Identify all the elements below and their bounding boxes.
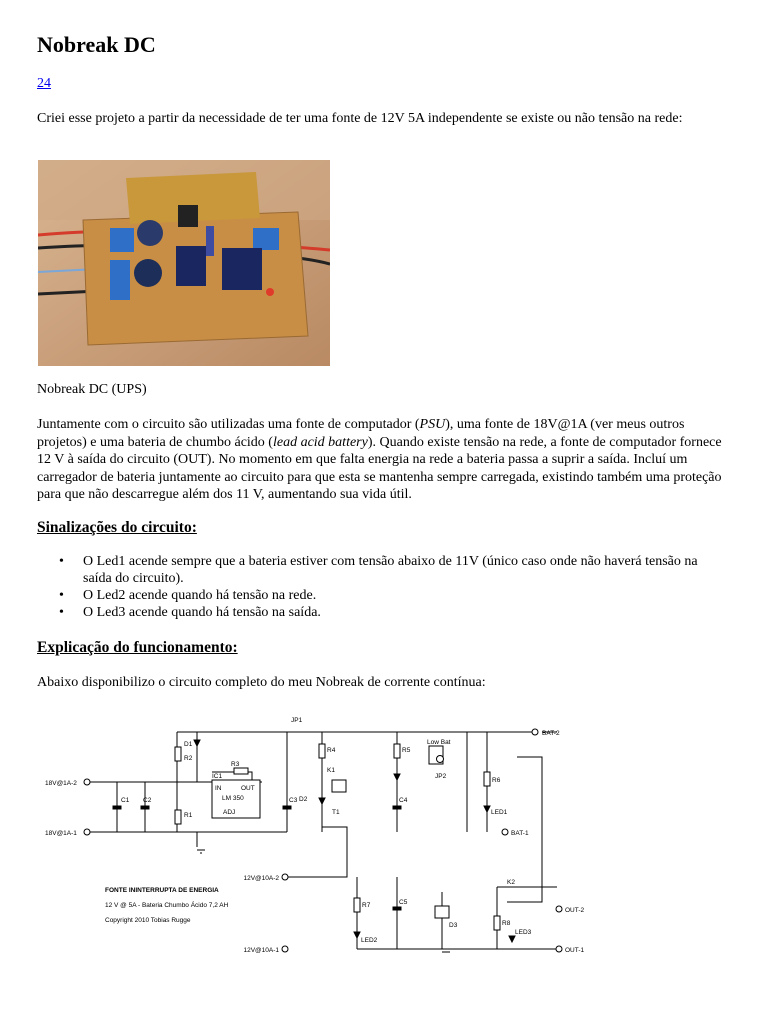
label-out-top: OUT-2 [565, 907, 585, 914]
label-ic-pin-in: IN [215, 785, 222, 792]
label-d1: D1 [184, 741, 193, 748]
body-text-3: ). Quando existe tensão na rede, a fonte de computador fornece 12 V à saída do circuito (OUT). No momento em que falta energia na rede a bateria passa a suprir a saída. Incluí um carregador de bateria juntamente ao circuito para que esta se mantenha sempre carregada, existindo também uma proteção para que não descarregue além dos 11 V, aumentando sua vida útil. [37, 434, 722, 502]
page-number-link[interactable]: 24 [37, 76, 51, 91]
label-in2-bottom: 12V@10A-1 [243, 947, 279, 954]
list-item: • O Led3 acende quando há tensão na saída. [37, 604, 727, 621]
signals-list [37, 553, 727, 621]
label-jp1: JP1 [291, 717, 303, 724]
label-ic: IC1 [212, 773, 223, 780]
label-k2: K2 [507, 879, 515, 886]
schematic-labels [45, 717, 585, 954]
label-out-bottom: OUT-1 [565, 947, 585, 954]
label-jp2: JP2 [435, 773, 447, 780]
label-c2: C2 [143, 797, 152, 804]
label-led3: LED3 [515, 929, 532, 936]
circuit-schematic [37, 702, 597, 974]
label-d2: D2 [299, 796, 308, 803]
body-lead-acid: lead acid battery [272, 434, 368, 450]
label-r2: R2 [184, 755, 193, 762]
label-bat-bottom: BAT-1 [511, 830, 529, 837]
label-bat-top: BAT-2 [542, 730, 560, 737]
label-in2-top: 12V@10A-2 [243, 875, 279, 882]
label-c4: C4 [399, 797, 408, 804]
section-heading-explanation: Explicação do funcionamento: [37, 639, 238, 656]
circuit-photo [38, 160, 330, 366]
list-item: • O Led1 acende sempre que a bateria estiver com tensão abaixo de 11V (único caso onde não haverá tensão na saída do circuito). [37, 553, 727, 587]
label-c1: C1 [121, 797, 130, 804]
page-title: Nobreak DC [37, 32, 156, 57]
section-heading-signals: Sinalizações do circuito: [37, 519, 197, 536]
body-paragraph [37, 416, 737, 504]
circuit-intro-paragraph: Abaixo disponibilizo o circuito completo do meu Nobreak de corrente contínua: [37, 675, 486, 690]
intro-paragraph: Criei esse projeto a partir da necessidade de ter uma fonte de 12V 5A independente se existe ou não tensão na rede: [37, 111, 683, 126]
photo-caption: Nobreak DC (UPS) [37, 382, 147, 397]
label-in1-top: 18V@1A-2 [45, 780, 77, 787]
label-led2: LED2 [361, 937, 378, 944]
label-r4: R4 [327, 747, 336, 754]
label-ic-pin-out: OUT [241, 785, 255, 792]
label-r6: R6 [492, 777, 501, 784]
label-led1: LED1 [491, 809, 508, 816]
credit-line-1: FONTE ININTERRUPTA DE ENERGIA [105, 887, 219, 894]
label-r5: R5 [402, 747, 411, 754]
label-r3: R3 [231, 761, 240, 768]
label-r8: R8 [502, 920, 511, 927]
label-c5: C5 [399, 899, 408, 906]
label-d3: D3 [449, 922, 458, 929]
label-c3: C3 [289, 797, 298, 804]
label-low-bat: Low Bat [427, 739, 451, 746]
label-t1: T1 [332, 809, 340, 816]
body-text-2: ), uma fonte de 18V@1A (ver meus outros projetos) e uma bateria de chumbo ácido ( [37, 417, 685, 450]
body-text-1: Juntamente com o circuito são utilizadas uma fonte de computador ( [37, 417, 420, 432]
label-in1-bottom: 18V@1A-1 [45, 830, 77, 837]
credit-line-2: 12 V @ 5A - Bateria Chumbo Ácido 7,2 AH [105, 902, 229, 909]
label-ic-part: LM 350 [222, 795, 244, 802]
body-psu: PSU [419, 417, 446, 432]
label-r7: R7 [362, 902, 371, 909]
label-k1: K1 [327, 767, 335, 774]
list-item: • O Led2 acende quando há tensão na rede. [37, 587, 727, 604]
circuit-board-image [38, 160, 330, 366]
label-r1: R1 [184, 812, 193, 819]
credit-line-3: Copyright 2010 Tobias Rugge [105, 917, 191, 924]
label-ic-pin-adj: ADJ [223, 809, 236, 816]
